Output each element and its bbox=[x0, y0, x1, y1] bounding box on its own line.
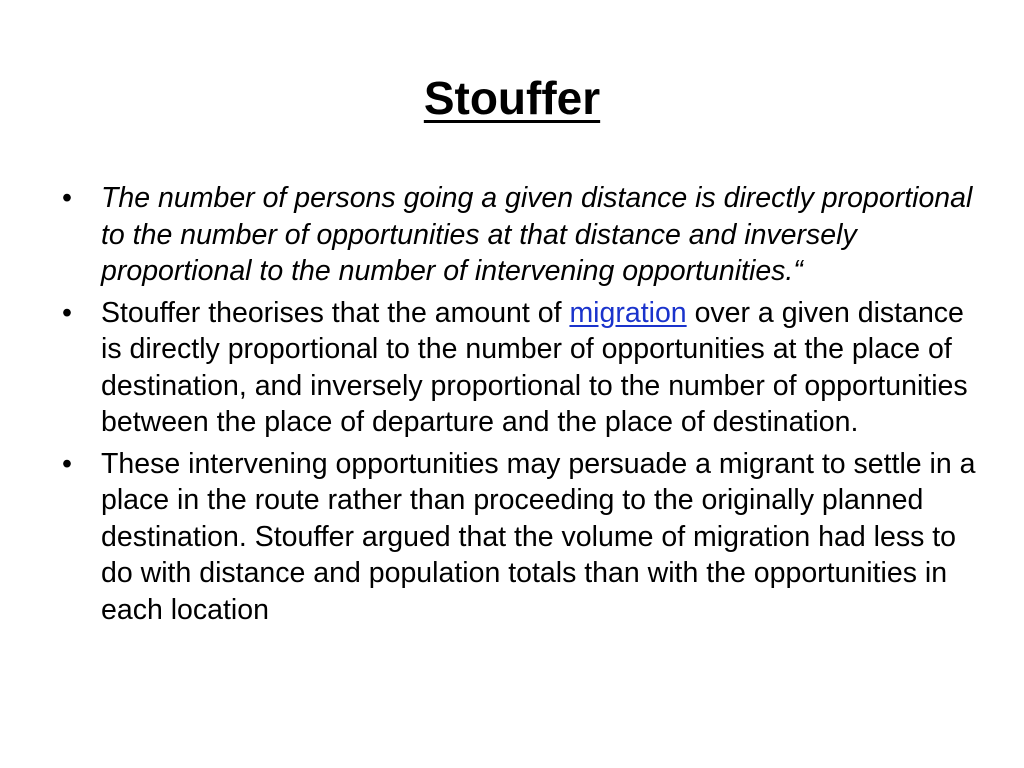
slide-title bbox=[0, 60, 1024, 136]
bullet-item-theory bbox=[56, 295, 976, 441]
migration-link[interactable]: migration bbox=[569, 296, 687, 329]
bullet-item-intervening bbox=[56, 446, 976, 629]
bullet-icon: • bbox=[62, 447, 72, 480]
bullet-icon: • bbox=[62, 182, 72, 214]
bullet-list bbox=[56, 180, 976, 633]
bullet-text-theory-after: over a given distance is directly proportional to the number of opportunities at the place of destination, and inversely proportional to the number of opportunities between the place of departure and the place of destination. bbox=[101, 296, 968, 438]
bullet-text-definition: The number of persons going a given distance is directly proportional to the number of opportunities at that distance and inversely proportional to the number of intervening opportunities.“ bbox=[101, 182, 973, 287]
bullet-text-intervening: These intervening opportunities may persuade a migrant to settle in a place in the route rather than proceeding to the originally planned destination. Stouffer argued that the volume of migration had less to do with distance and population totals than with the opportunities in each location bbox=[101, 447, 976, 626]
bullet-text-theory-before: Stouffer theorises that the amount of bbox=[101, 296, 570, 329]
slide-title-text: Stouffer bbox=[423, 72, 601, 124]
bullet-icon: • bbox=[62, 296, 72, 329]
bullet-item-definition bbox=[56, 180, 976, 290]
